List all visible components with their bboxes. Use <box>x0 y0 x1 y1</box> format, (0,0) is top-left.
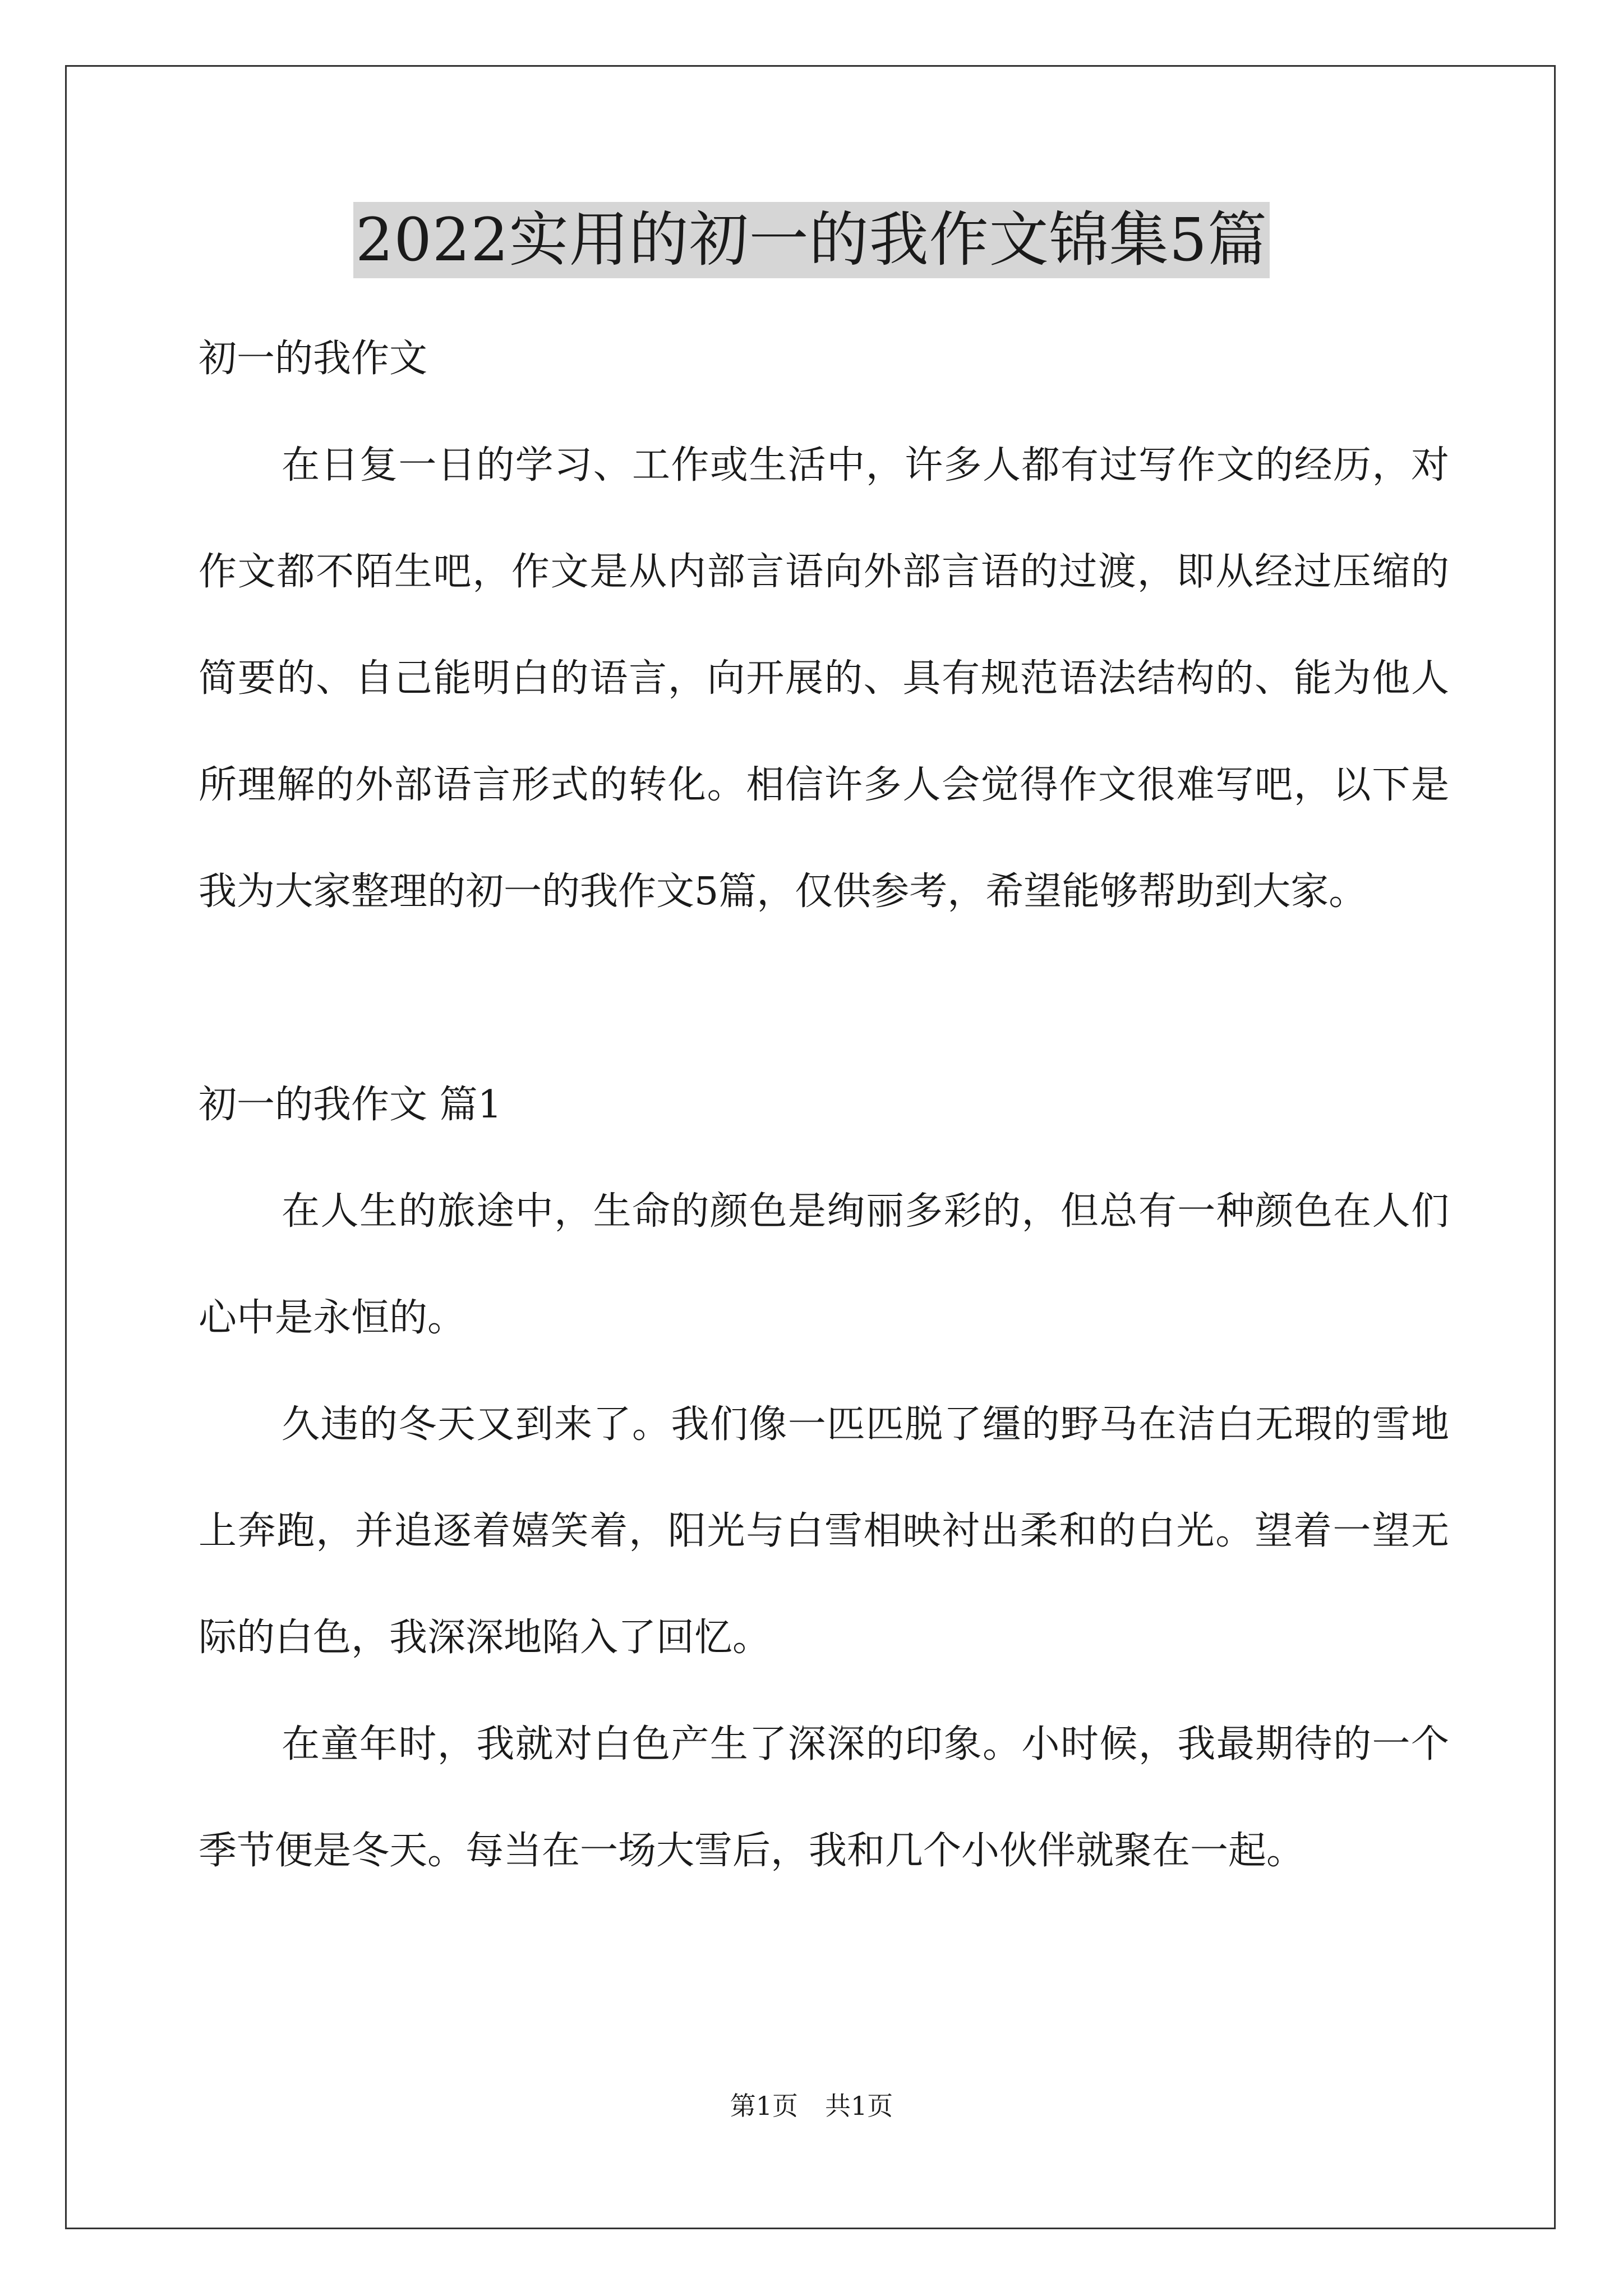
document-body <box>199 306 1449 1904</box>
page-total: 共1页 <box>825 2091 893 2121</box>
paragraph: 久违的冬天又到来了。我们像一匹匹脱了缰的野马在洁白无瑕的雪地上奔跑，并追逐着嬉笑着，阳光与白雪相映衬出柔和的白光。望着一望无际的白色，我深深地陷入了回忆。 <box>199 1402 1449 1660</box>
document-title: 2022实用的初一的我作文锦集5篇 <box>353 202 1270 278</box>
title-container <box>0 202 1623 278</box>
section-heading-1: 初一的我作文 篇1 <box>199 1083 502 1127</box>
paragraph: 在日复一日的学习、工作或生活中，许多人都有过写作文的经历，对作文都不陌生吧，作文是从内部言语向外部言语的过渡，即从经过压缩的简要的、自己能明白的语言，向开展的、具有规范语法结构的、能为他人所理解的外部语言形式的转化。相信许多人会觉得作文很难写吧，以下是我为大家整理的初一的我作文5篇，仅供参考，希望能够帮助到大家。 <box>199 443 1449 914</box>
page-footer <box>0 2089 1623 2123</box>
section-heading-intro: 初一的我作文 <box>199 337 428 381</box>
page-number: 第1页 <box>730 2091 798 2121</box>
section-spacer <box>199 945 1449 1052</box>
paragraph: 在人生的旅途中，生命的颜色是绚丽多彩的，但总有一种颜色在人们心中是永恒的。 <box>199 1189 1449 1340</box>
paragraph: 在童年时，我就对白色产生了深深的印象。小时候，我最期待的一个季节便是冬天。每当在一场大雪后，我和几个小伙伴就聚在一起。 <box>199 1722 1449 1873</box>
